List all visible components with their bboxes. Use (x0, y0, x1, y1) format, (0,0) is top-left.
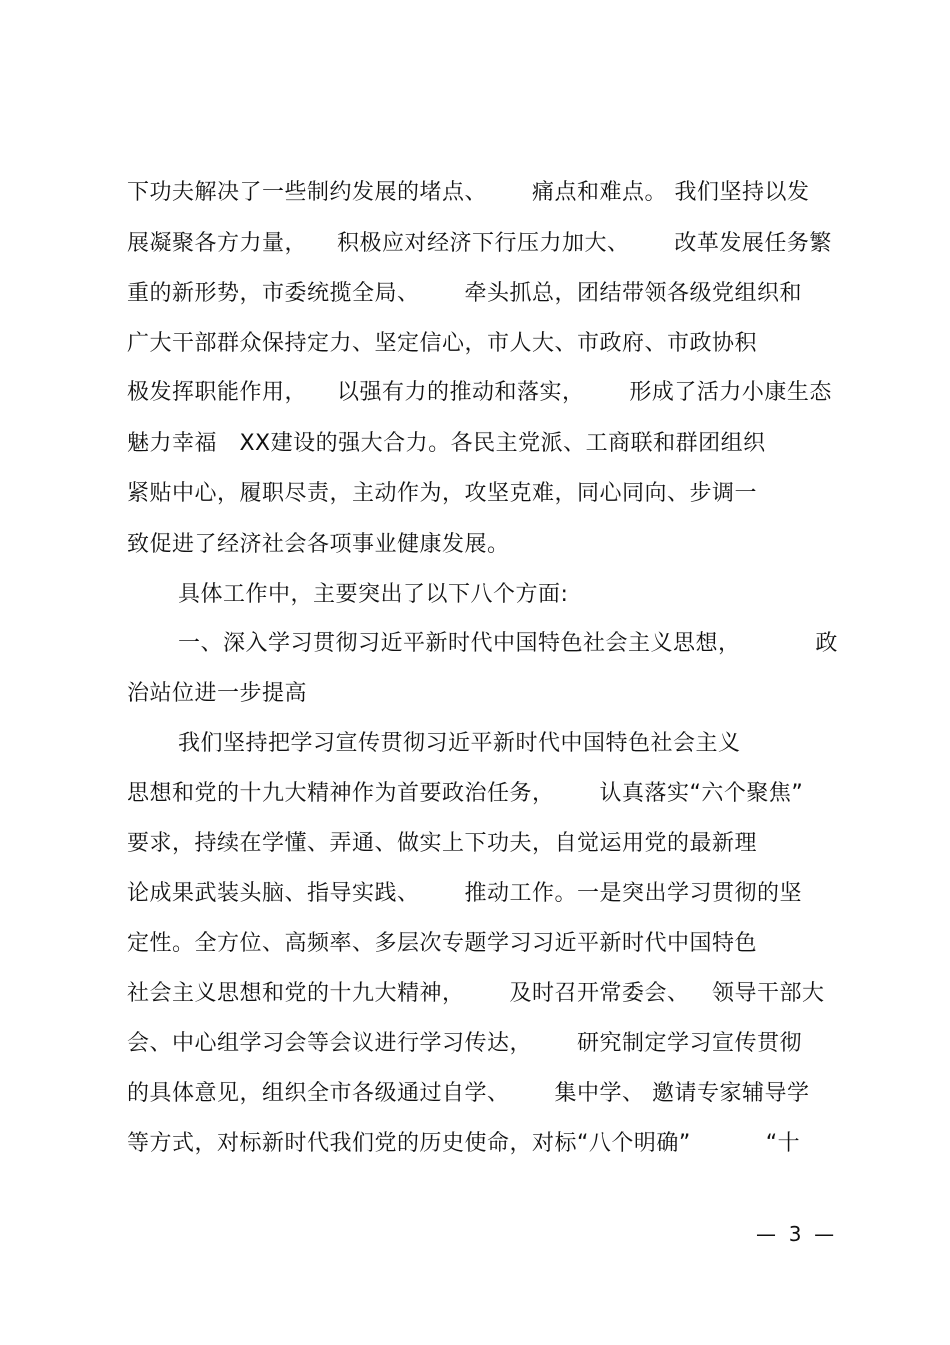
section-heading-line: 治站位进一步提高 (127, 681, 308, 706)
text-line: 魅力幸福 XX建设的强大合力。各民主党派、工商联和群团组织 (127, 431, 766, 456)
text-line: 我们坚持把学习宣传贯彻习近平新时代中国特色社会主义 (178, 731, 741, 756)
text-line: 紧贴中心，履职尽责，主动作为，攻坚克难，同心同向、步调一 (127, 481, 758, 506)
text-line: 重的新形势，市委统揽全局、 牵头抓总，团结带领各级党组织和 (127, 281, 802, 306)
text-line: 思想和党的十九大精神作为首要政治任务， 认真落实“六个聚焦” (127, 781, 804, 806)
text-line: 展凝聚各方力量， 积极应对经济下行压力加大、 改革发展任务繁 (127, 231, 832, 256)
text-line: 社会主义思想和党的十九大精神， 及时召开常委会、 领导干部大 (127, 981, 825, 1006)
page-number: — 3 — (756, 1222, 835, 1246)
text-line: 会、中心组学习会等会议进行学习传达， 研究制定学习宣传贯彻 (127, 1031, 802, 1056)
text-line: 等方式，对标新时代我们党的历史使命，对标“八个明确” “十 (127, 1131, 801, 1156)
text-line: 论成果武装头脑、指导实践、 推动工作。一是突出学习贯彻的坚 (127, 881, 802, 906)
text-line: 具体工作中，主要突出了以下八个方面: (178, 582, 569, 607)
text-line: 下功夫解决了一些制约发展的堵点、 痛点和难点。 我们坚持以发 (127, 180, 810, 205)
text-line: 定性。全方位、高频率、多层次专题学习习近平新时代中国特色 (127, 931, 758, 956)
section-heading-line: 一、深入学习贯彻习近平新时代中国特色社会主义思想， 政 (178, 631, 838, 656)
text-line: 致促进了经济社会各项事业健康发展。 (127, 532, 510, 557)
text-line: 的具体意见，组织全市各级通过自学、 集中学、 邀请专家辅导学 (127, 1081, 810, 1106)
text-line: 极发挥职能作用， 以强有力的推动和落实， 形成了活力小康生态 (127, 380, 832, 405)
text-line: 广大干部群众保持定力、坚定信心，市人大、市政府、市政协积 (127, 331, 758, 356)
text-line: 要求，持续在学懂、弄通、做实上下功夫，自觉运用党的最新理 (127, 831, 758, 856)
